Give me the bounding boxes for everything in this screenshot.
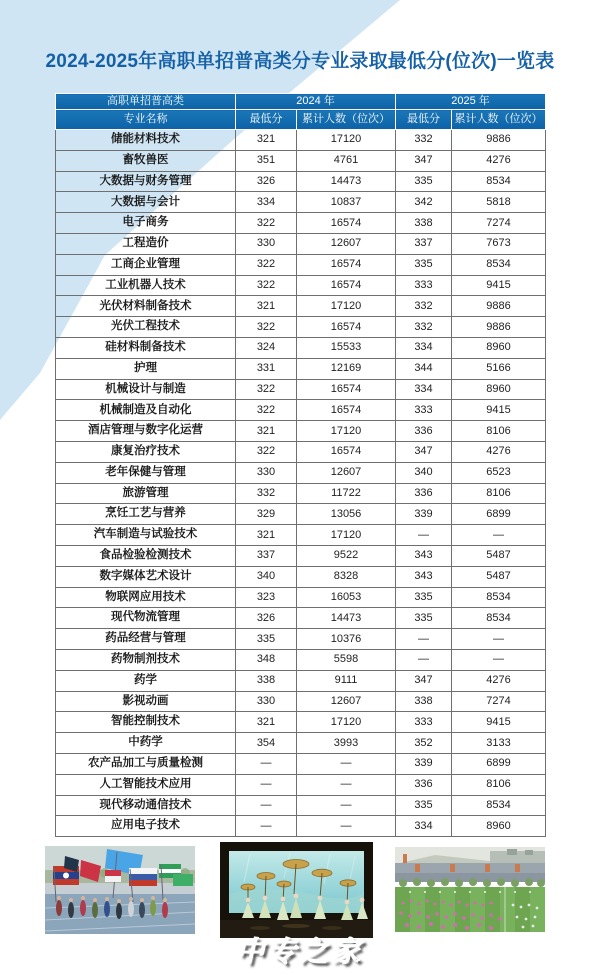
rank-2024-cell: 4761: [297, 150, 396, 171]
min-score-2024-cell: —: [236, 753, 297, 774]
table-group-header-row: [56, 94, 546, 110]
rank-2024-cell: 12169: [297, 358, 396, 379]
min-score-2025-cell: 336: [396, 774, 452, 795]
table-row: [56, 441, 546, 462]
table-row: [56, 233, 546, 254]
min-score-2025-cell: 347: [396, 441, 452, 462]
major-name-cell: 工程造价: [56, 233, 236, 254]
rank-2024-cell: 16574: [297, 213, 396, 234]
rank-2025-cell: 9415: [452, 275, 546, 296]
major-name-cell: 老年保健与管理: [56, 462, 236, 483]
min-score-2024-cell: 321: [236, 712, 297, 733]
rank-2024-header-cell: 累计人数（位次）: [297, 110, 396, 130]
min-score-2024-cell: 334: [236, 192, 297, 213]
table-row: [56, 296, 546, 317]
rank-2025-cell: 7274: [452, 213, 546, 234]
major-name-cell: 药品经营与管理: [56, 629, 236, 650]
stadium-formation-illustration: [395, 847, 545, 932]
rank-2024-cell: —: [297, 795, 396, 816]
flag-parade-photo: [45, 846, 195, 934]
rank-2025-cell: 8534: [452, 608, 546, 629]
min-score-2024-cell: 321: [236, 421, 297, 442]
rank-2024-cell: 15533: [297, 337, 396, 358]
rank-2025-cell: —: [452, 525, 546, 546]
rank-2024-cell: 17120: [297, 525, 396, 546]
admission-score-table: [55, 93, 546, 837]
min-score-2024-cell: 335: [236, 629, 297, 650]
major-name-cell: 烹饪工艺与营养: [56, 504, 236, 525]
table-column-header-row: [56, 110, 546, 130]
min-score-2024-cell: —: [236, 816, 297, 837]
major-name-cell: 硅材料制备技术: [56, 337, 236, 358]
major-name-cell: 应用电子技术: [56, 816, 236, 837]
table-row: [56, 608, 546, 629]
major-name-cell: 食品检验检测技术: [56, 545, 236, 566]
min-score-2025-cell: 340: [396, 462, 452, 483]
min-score-2024-cell: 330: [236, 233, 297, 254]
rank-2025-cell: 8960: [452, 379, 546, 400]
rank-2025-cell: 3133: [452, 733, 546, 754]
min-score-2024-cell: —: [236, 795, 297, 816]
min-score-2025-cell: —: [396, 525, 452, 546]
table-row: [56, 566, 546, 587]
min-score-2025-cell: 339: [396, 753, 452, 774]
min-score-2024-header-cell: 最低分: [236, 110, 297, 130]
major-name-cell: 药学: [56, 670, 236, 691]
min-score-2024-cell: 330: [236, 691, 297, 712]
major-name-cell: 农产品加工与质量检测: [56, 753, 236, 774]
min-score-2025-cell: 347: [396, 670, 452, 691]
major-name-cell: 数字媒体艺术设计: [56, 566, 236, 587]
table-row: [56, 795, 546, 816]
min-score-2025-cell: —: [396, 649, 452, 670]
min-score-2024-cell: 331: [236, 358, 297, 379]
min-score-2024-cell: 354: [236, 733, 297, 754]
min-score-2025-cell: 352: [396, 733, 452, 754]
major-name-cell: 现代移动通信技术: [56, 795, 236, 816]
rank-2025-header-cell: 累计人数（位次）: [452, 110, 546, 130]
rank-2025-cell: 8106: [452, 774, 546, 795]
rank-2024-cell: 14473: [297, 171, 396, 192]
major-name-cell: 储能材料技术: [56, 130, 236, 151]
min-score-2025-cell: 343: [396, 545, 452, 566]
major-name-cell: 旅游管理: [56, 483, 236, 504]
table-row: [56, 816, 546, 837]
min-score-2024-cell: 348: [236, 649, 297, 670]
table-row: [56, 213, 546, 234]
rank-2024-cell: 13056: [297, 504, 396, 525]
min-score-2025-cell: 334: [396, 816, 452, 837]
major-name-cell: 物联网应用技术: [56, 587, 236, 608]
major-name-cell: 工业机器人技术: [56, 275, 236, 296]
stadium-formation-photo: [395, 847, 545, 932]
rank-2025-cell: 4276: [452, 670, 546, 691]
table-row: [56, 733, 546, 754]
year-2025-header-cell: 2025 年: [396, 94, 546, 110]
min-score-2024-cell: 326: [236, 608, 297, 629]
min-score-2024-cell: 337: [236, 545, 297, 566]
major-name-cell: 机械制造及自动化: [56, 400, 236, 421]
rank-2025-cell: 9415: [452, 400, 546, 421]
rank-2024-cell: 16053: [297, 587, 396, 608]
rank-2024-cell: —: [297, 753, 396, 774]
rank-2024-cell: 17120: [297, 296, 396, 317]
major-name-cell: 光伏工程技术: [56, 317, 236, 338]
table-row: [56, 649, 546, 670]
table-row: [56, 171, 546, 192]
min-score-2024-cell: 332: [236, 483, 297, 504]
min-score-2024-cell: 322: [236, 317, 297, 338]
min-score-2025-cell: 333: [396, 275, 452, 296]
watermark: 中专之家: [235, 936, 365, 967]
min-score-2025-cell: 333: [396, 400, 452, 421]
rank-2024-cell: —: [297, 774, 396, 795]
major-name-cell: 人工智能技术应用: [56, 774, 236, 795]
major-name-cell: 智能控制技术: [56, 712, 236, 733]
rank-2025-cell: 4276: [452, 150, 546, 171]
table-row: [56, 421, 546, 442]
major-name-cell: 药物制剂技术: [56, 649, 236, 670]
rank-2025-cell: 6899: [452, 753, 546, 774]
min-score-2025-cell: 332: [396, 296, 452, 317]
min-score-2024-cell: 351: [236, 150, 297, 171]
rank-2025-cell: 9415: [452, 712, 546, 733]
table-row: [56, 712, 546, 733]
min-score-2024-cell: 321: [236, 130, 297, 151]
min-score-2024-cell: 326: [236, 171, 297, 192]
min-score-2025-cell: —: [396, 629, 452, 650]
major-name-cell: 现代物流管理: [56, 608, 236, 629]
rank-2025-cell: —: [452, 629, 546, 650]
min-score-2024-cell: 322: [236, 441, 297, 462]
rank-2024-cell: 12607: [297, 691, 396, 712]
rank-2024-cell: 14473: [297, 608, 396, 629]
rank-2025-cell: 9886: [452, 317, 546, 338]
table-row: [56, 504, 546, 525]
min-score-2024-cell: 322: [236, 213, 297, 234]
min-score-2024-cell: 329: [236, 504, 297, 525]
min-score-2025-cell: 334: [396, 379, 452, 400]
table-row: [56, 400, 546, 421]
table-row: [56, 629, 546, 650]
min-score-2025-cell: 335: [396, 171, 452, 192]
min-score-2024-cell: 322: [236, 275, 297, 296]
min-score-2025-cell: 347: [396, 150, 452, 171]
major-name-cell: 影视动画: [56, 691, 236, 712]
min-score-2025-cell: 343: [396, 566, 452, 587]
rank-2024-cell: 16574: [297, 254, 396, 275]
min-score-2024-cell: 322: [236, 254, 297, 275]
min-score-2024-cell: 321: [236, 296, 297, 317]
rank-2025-cell: 7274: [452, 691, 546, 712]
rank-2025-cell: 8960: [452, 337, 546, 358]
min-score-2025-cell: 337: [396, 233, 452, 254]
min-score-2024-cell: —: [236, 774, 297, 795]
min-score-2024-cell: 323: [236, 587, 297, 608]
rank-2024-cell: 17120: [297, 712, 396, 733]
table-row: [56, 358, 546, 379]
rank-2024-cell: 10837: [297, 192, 396, 213]
rank-2025-cell: 8534: [452, 587, 546, 608]
major-name-header-cell: 专业名称: [56, 110, 236, 130]
table-row: [56, 691, 546, 712]
min-score-2024-cell: 338: [236, 670, 297, 691]
table-row: [56, 483, 546, 504]
major-name-cell: 酒店管理与数字化运营: [56, 421, 236, 442]
rank-2024-cell: 16574: [297, 441, 396, 462]
min-score-2025-cell: 344: [396, 358, 452, 379]
rank-2025-cell: 8106: [452, 483, 546, 504]
min-score-2024-cell: 322: [236, 379, 297, 400]
major-name-cell: 电子商务: [56, 213, 236, 234]
major-name-cell: 机械设计与制造: [56, 379, 236, 400]
table-row: [56, 150, 546, 171]
rank-2025-cell: 5166: [452, 358, 546, 379]
table-row: [56, 192, 546, 213]
major-name-cell: 光伏材料制备技术: [56, 296, 236, 317]
rank-2024-cell: 8328: [297, 566, 396, 587]
rank-2025-cell: 6523: [452, 462, 546, 483]
table-row: [56, 753, 546, 774]
rank-2025-cell: 5487: [452, 545, 546, 566]
table-row: [56, 379, 546, 400]
flag-parade-illustration: [45, 846, 195, 934]
table-row: [56, 670, 546, 691]
stage-performance-photo: [220, 842, 373, 938]
category-header-cell: 高职单招普高类: [56, 94, 236, 110]
major-name-cell: 中药学: [56, 733, 236, 754]
stage-performance-illustration: [220, 842, 373, 938]
rank-2025-cell: 8534: [452, 171, 546, 192]
rank-2025-cell: 7673: [452, 233, 546, 254]
rank-2024-cell: —: [297, 816, 396, 837]
min-score-2025-cell: 332: [396, 317, 452, 338]
major-name-cell: 康复治疗技术: [56, 441, 236, 462]
rank-2025-cell: 8960: [452, 816, 546, 837]
min-score-2025-cell: 338: [396, 213, 452, 234]
table-row: [56, 525, 546, 546]
rank-2024-cell: 9111: [297, 670, 396, 691]
min-score-2025-cell: 335: [396, 587, 452, 608]
table-row: [56, 317, 546, 338]
min-score-2025-cell: 339: [396, 504, 452, 525]
min-score-2025-cell: 336: [396, 421, 452, 442]
rank-2024-cell: 16574: [297, 379, 396, 400]
rank-2025-cell: 5487: [452, 566, 546, 587]
rank-2024-cell: 3993: [297, 733, 396, 754]
rank-2025-cell: 8534: [452, 795, 546, 816]
rank-2024-cell: 10376: [297, 629, 396, 650]
table-row: [56, 587, 546, 608]
min-score-2025-header-cell: 最低分: [396, 110, 452, 130]
major-name-cell: 大数据与会计: [56, 192, 236, 213]
rank-2024-cell: 16574: [297, 317, 396, 338]
min-score-2025-cell: 338: [396, 691, 452, 712]
min-score-2025-cell: 333: [396, 712, 452, 733]
rank-2024-cell: 5598: [297, 649, 396, 670]
rank-2024-cell: 12607: [297, 462, 396, 483]
year-2024-header-cell: 2024 年: [236, 94, 396, 110]
rank-2024-cell: 17120: [297, 421, 396, 442]
major-name-cell: 大数据与财务管理: [56, 171, 236, 192]
rank-2025-cell: —: [452, 649, 546, 670]
min-score-2024-cell: 321: [236, 525, 297, 546]
min-score-2025-cell: 332: [396, 130, 452, 151]
table-row: [56, 774, 546, 795]
table-row: [56, 254, 546, 275]
min-score-2024-cell: 322: [236, 400, 297, 421]
table-row: [56, 275, 546, 296]
min-score-2025-cell: 335: [396, 608, 452, 629]
min-score-2024-cell: 330: [236, 462, 297, 483]
rank-2024-cell: 9522: [297, 545, 396, 566]
rank-2025-cell: 9886: [452, 296, 546, 317]
min-score-2025-cell: 334: [396, 337, 452, 358]
table-row: [56, 337, 546, 358]
table-row: [56, 545, 546, 566]
min-score-2025-cell: 336: [396, 483, 452, 504]
table-header: [56, 94, 546, 130]
rank-2025-cell: 6899: [452, 504, 546, 525]
min-score-2024-cell: 340: [236, 566, 297, 587]
min-score-2025-cell: 335: [396, 795, 452, 816]
table-row: [56, 130, 546, 151]
min-score-2025-cell: 342: [396, 192, 452, 213]
rank-2025-cell: 8534: [452, 254, 546, 275]
rank-2024-cell: 12607: [297, 233, 396, 254]
rank-2024-cell: 11722: [297, 483, 396, 504]
rank-2024-cell: 16574: [297, 400, 396, 421]
min-score-2024-cell: 324: [236, 337, 297, 358]
table-body: [56, 130, 546, 837]
page-title: 2024-2025年高职单招普高类分专业录取最低分(位次)一览表: [45, 51, 555, 72]
rank-2025-cell: 8106: [452, 421, 546, 442]
min-score-2025-cell: 335: [396, 254, 452, 275]
rank-2025-cell: 4276: [452, 441, 546, 462]
major-name-cell: 护理: [56, 358, 236, 379]
table-row: [56, 462, 546, 483]
rank-2024-cell: 16574: [297, 275, 396, 296]
rank-2025-cell: 5818: [452, 192, 546, 213]
rank-2025-cell: 9886: [452, 130, 546, 151]
rank-2024-cell: 17120: [297, 130, 396, 151]
major-name-cell: 工商企业管理: [56, 254, 236, 275]
major-name-cell: 畜牧兽医: [56, 150, 236, 171]
major-name-cell: 汽车制造与试验技术: [56, 525, 236, 546]
